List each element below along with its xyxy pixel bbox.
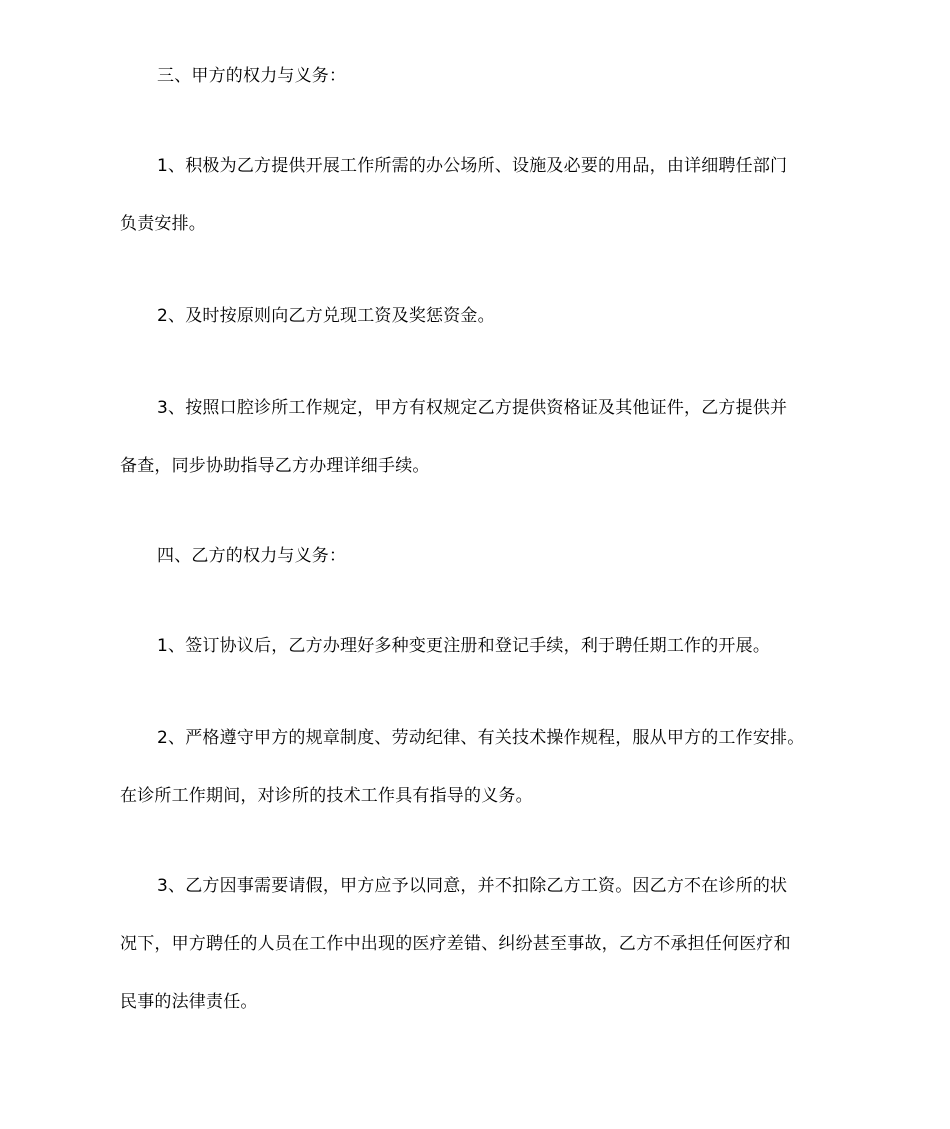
- paragraph-line: 2、严格遵守甲方的规章制度、劳动纪律、有关技术操作规程，服从甲方的工作安排。: [157, 728, 805, 748]
- paragraph-line: 在诊所工作期间，对诊所的技术工作具有指导的义务。: [120, 786, 533, 806]
- paragraph-line: 况下，甲方聘任的人员在工作中出现的医疗差错、纠纷甚至事故，乙方不承担任何医疗和: [120, 934, 791, 954]
- section-heading-party-b: 四、乙方的权力与义务：: [157, 546, 347, 566]
- paragraph-line: 负责安排。: [120, 214, 206, 234]
- paragraph-line: 备查，同步协助指导乙方办理详细手续。: [120, 456, 430, 476]
- section-heading-party-a: 三、甲方的权力与义务：: [157, 66, 347, 86]
- paragraph-line: 民事的法律责任。: [120, 992, 258, 1012]
- paragraph-line: 1、签订协议后，乙方办理好多种变更注册和登记手续，利于聘任期工作的开展。: [157, 636, 771, 656]
- paragraph-line: 3、按照口腔诊所工作规定，甲方有权规定乙方提供资格证及其他证件，乙方提供并: [157, 398, 788, 418]
- paragraph-line: 1、积极为乙方提供开展工作所需的办公场所、设施及必要的用品，由详细聘任部门: [157, 156, 788, 176]
- paragraph-line: 2、及时按原则向乙方兑现工资及奖惩资金。: [157, 306, 495, 326]
- paragraph-line: 3、乙方因事需要请假，甲方应予以同意，并不扣除乙方工资。因乙方不在诊所的状: [157, 876, 788, 896]
